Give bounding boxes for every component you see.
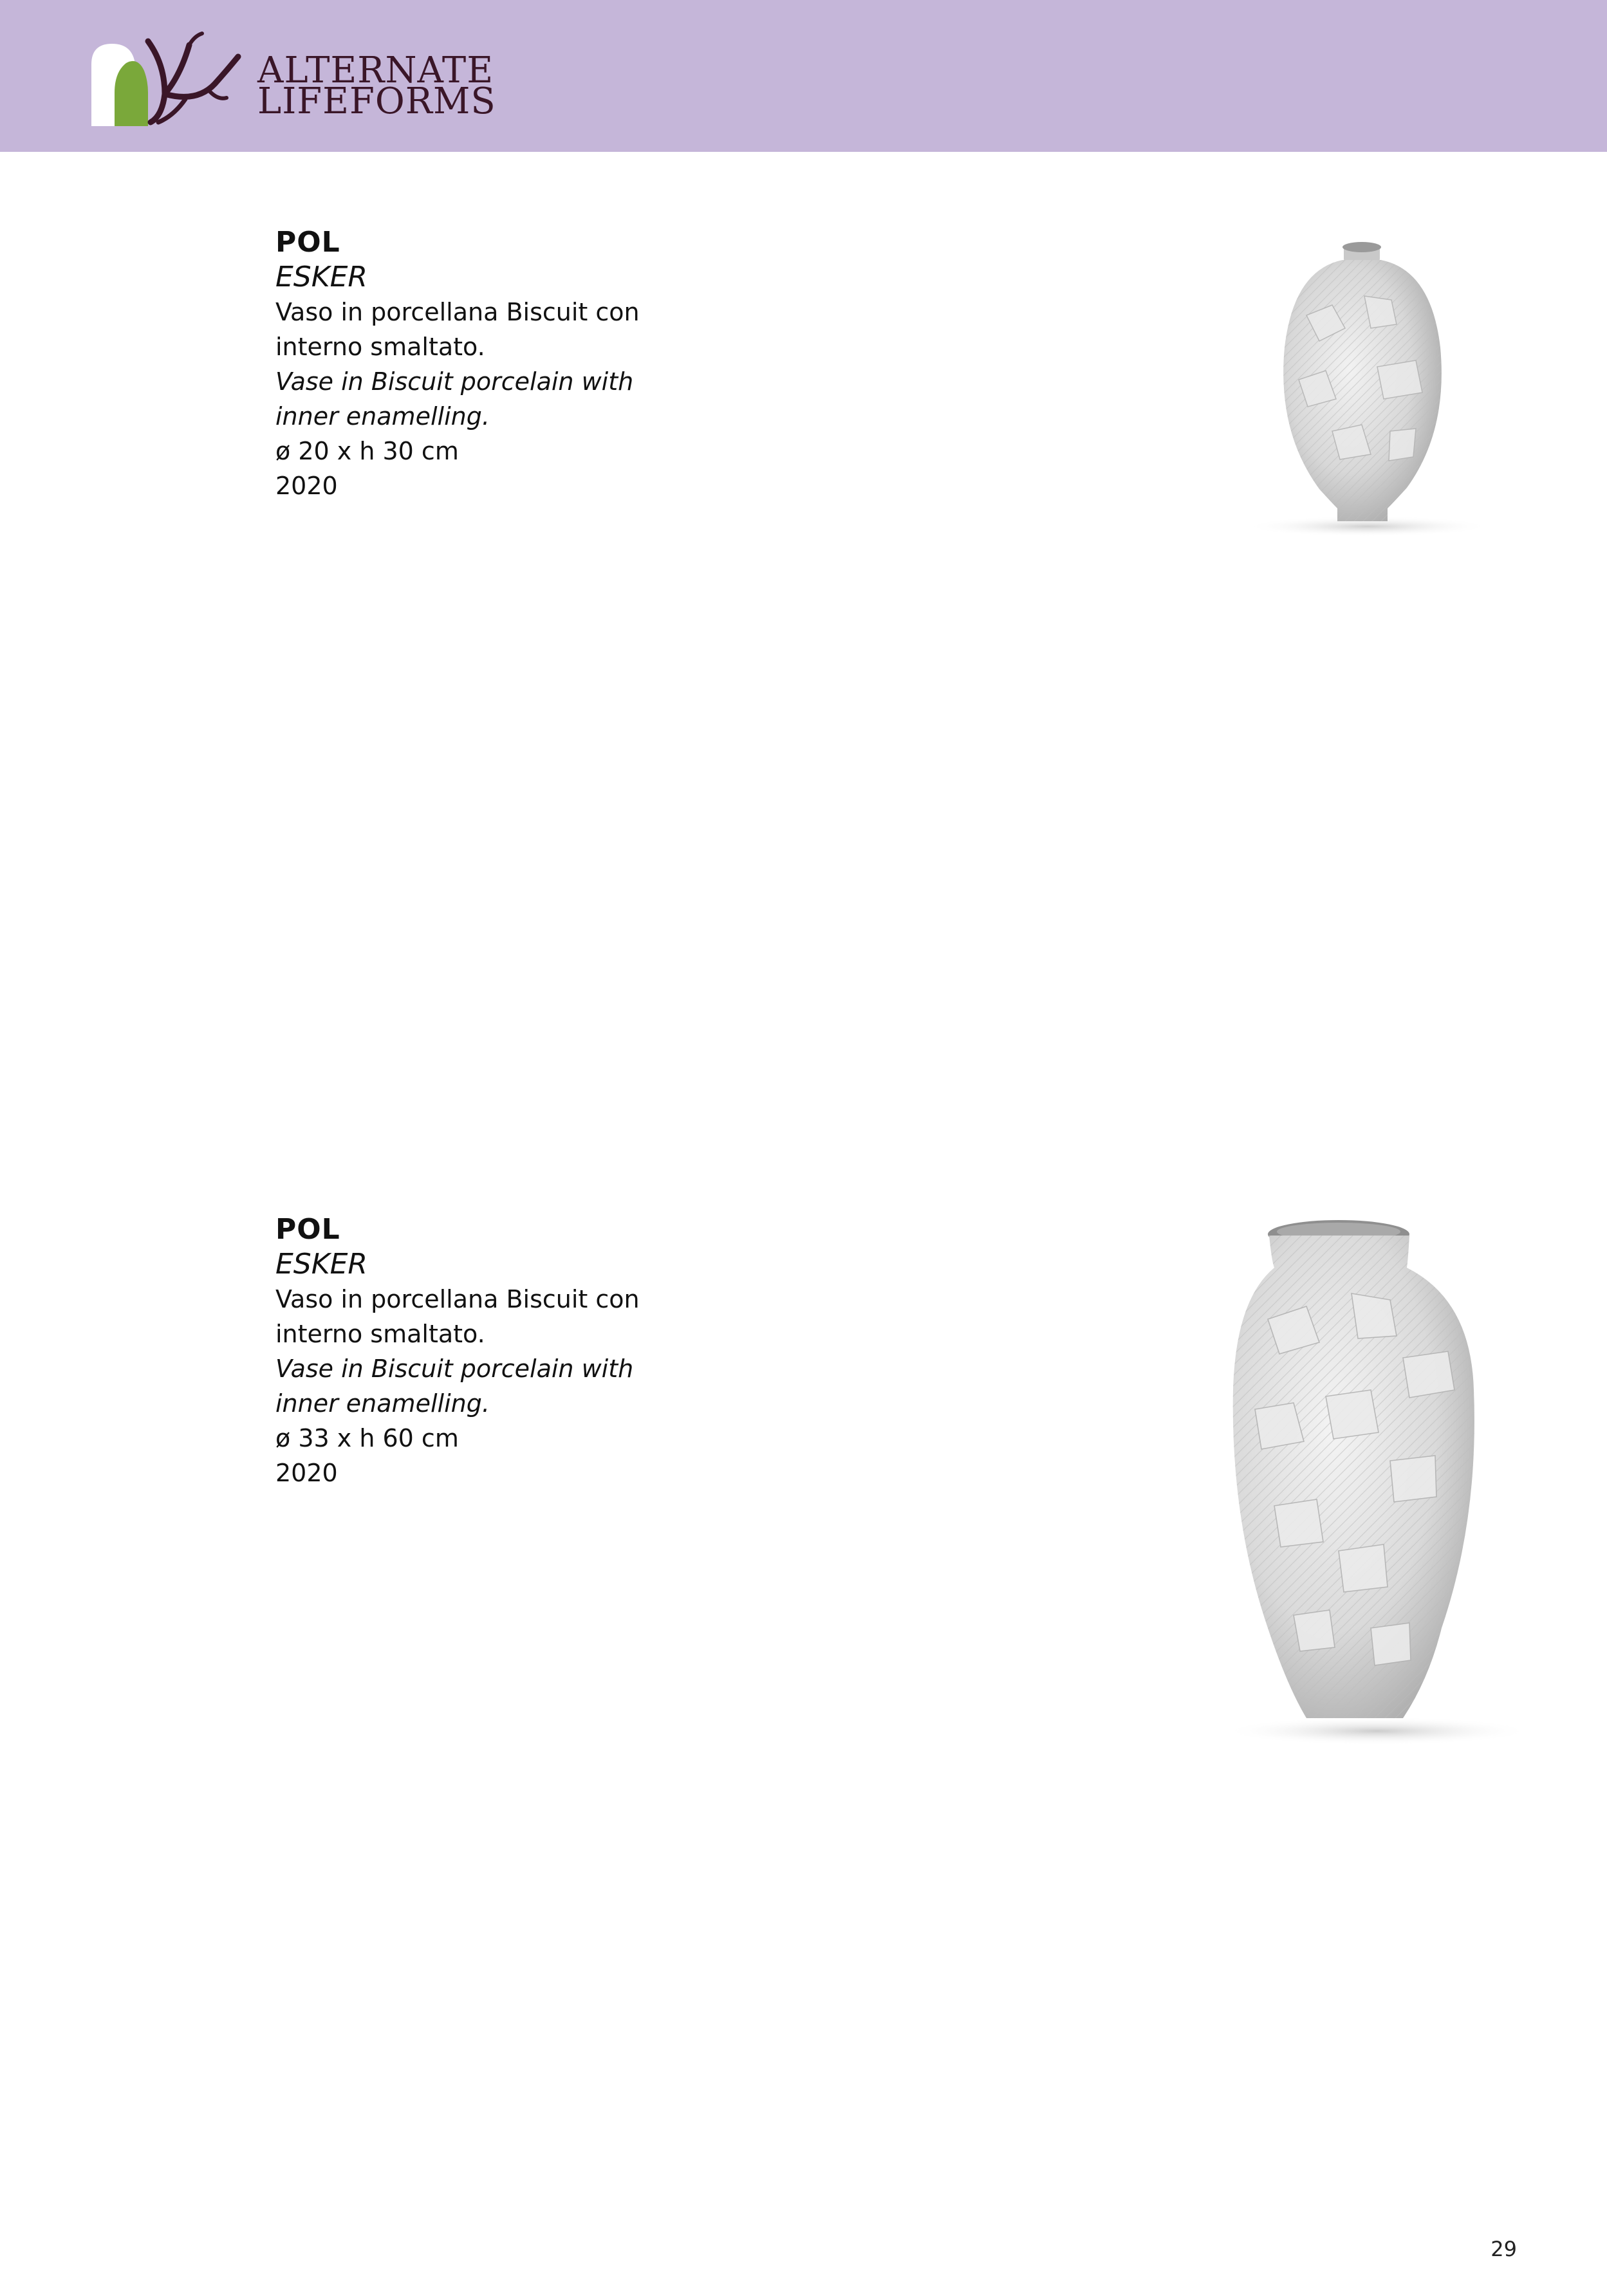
description-english-line-1: Vase in Biscuit porcelain with — [275, 367, 634, 396]
page-number: 29 — [1491, 2237, 1517, 2261]
description-english-line-2: inner enamelling. — [275, 402, 490, 430]
description-english-line-2: inner enamelling. — [275, 1389, 490, 1418]
product-entry-1 — [275, 225, 855, 503]
product-title: ESKER — [275, 261, 367, 293]
vase-image-large — [1197, 1216, 1545, 1750]
logo-mark-icon — [89, 26, 263, 135]
description-italian-line-1: Vaso in porcellana Biscuit con — [275, 1285, 640, 1313]
dimensions: ø 33 x h 60 cm — [275, 1424, 459, 1452]
year: 2020 — [275, 1459, 338, 1487]
year: 2020 — [275, 472, 338, 500]
artist-name: POL — [275, 1213, 340, 1246]
description-italian-line-2: interno smaltato. — [275, 333, 485, 361]
vase-image-small — [1223, 238, 1506, 541]
product-title: ESKER — [275, 1248, 367, 1281]
description-italian-line-1: Vaso in porcellana Biscuit con — [275, 298, 640, 326]
header-band — [0, 0, 1607, 152]
artist-name: POL — [275, 226, 340, 259]
logo-line-2: LIFEFORMS — [257, 80, 496, 122]
product-entry-2 — [275, 1212, 855, 1490]
description-english-line-1: Vase in Biscuit porcelain with — [275, 1355, 634, 1383]
dimensions: ø 20 x h 30 cm — [275, 437, 459, 465]
brand-logo[interactable] — [89, 26, 526, 135]
logo-wordmark — [257, 50, 496, 122]
logo-line-1: ALTERNATE — [257, 50, 494, 91]
description-italian-line-2: interno smaltato. — [275, 1320, 485, 1348]
